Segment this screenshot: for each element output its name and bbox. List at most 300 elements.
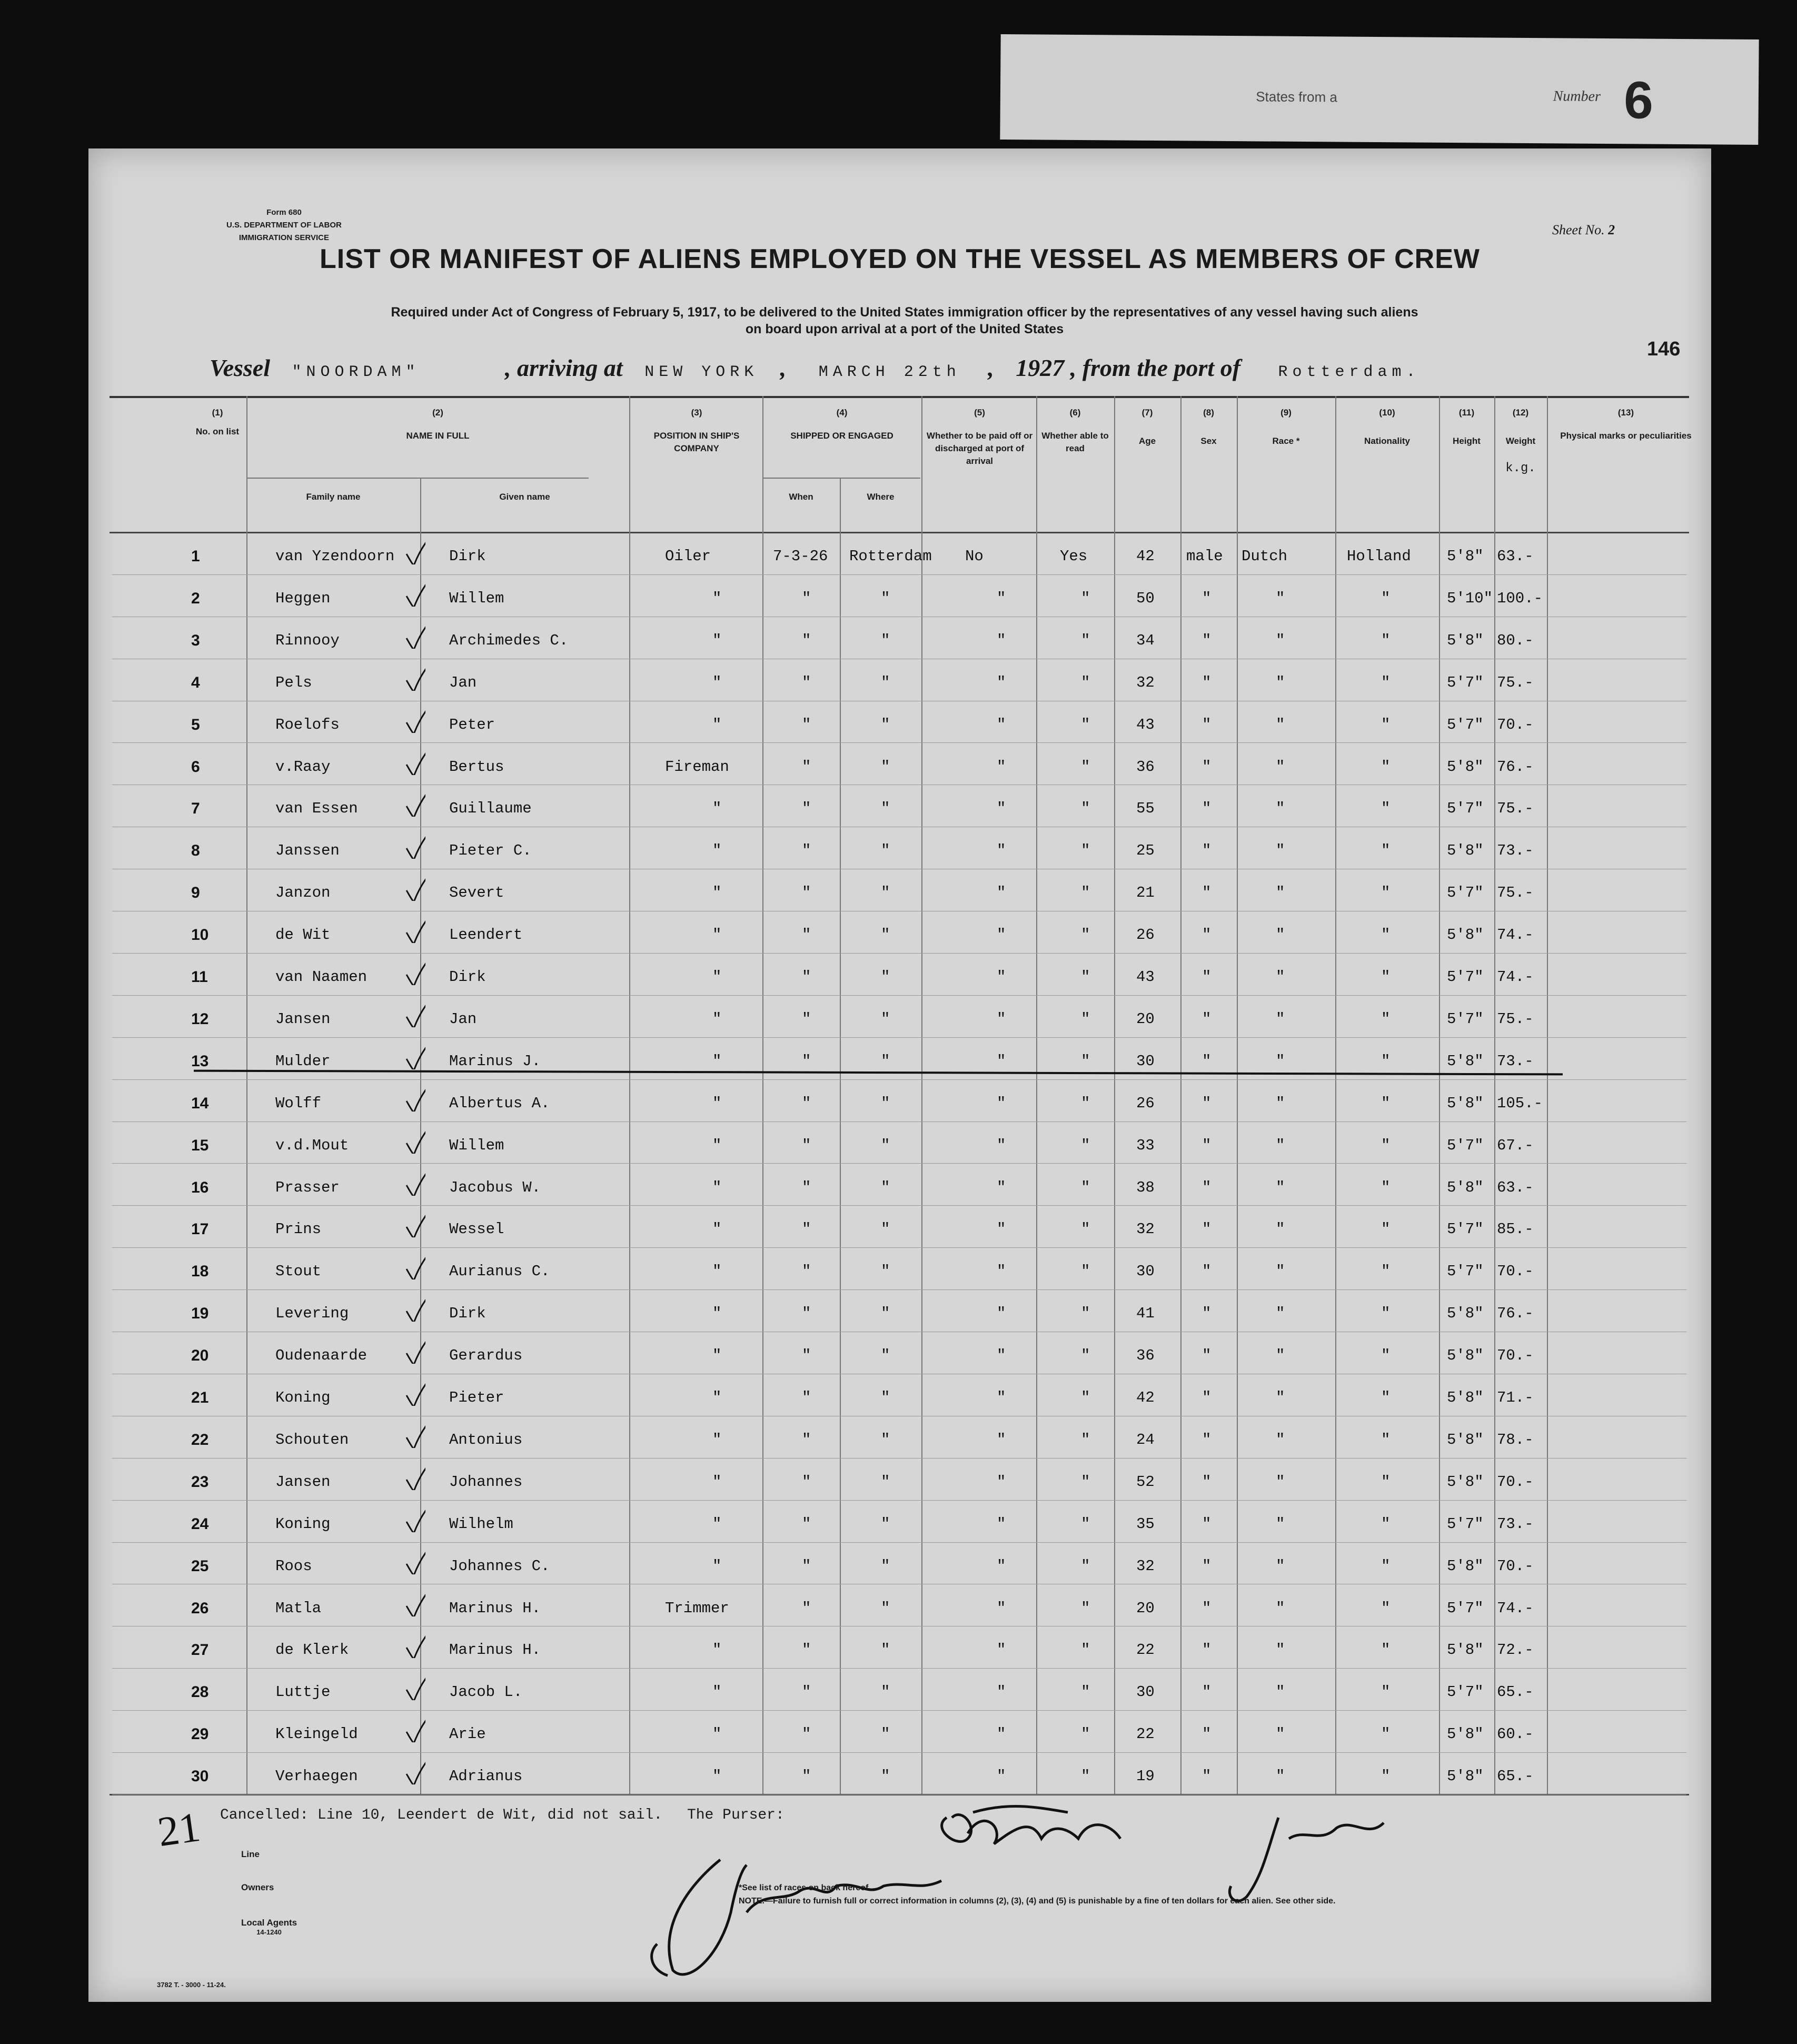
cell-shipped-when: " — [802, 1052, 811, 1070]
back-sheet-fragment: States from a — [1256, 88, 1338, 105]
cell-row-number: 6 — [191, 758, 200, 776]
cell-nationality: " — [1381, 968, 1391, 986]
cell-sex: " — [1202, 1347, 1212, 1365]
cell-age: 50 — [1136, 589, 1155, 607]
cell-row-number: 12 — [191, 1010, 209, 1028]
cell-shipped-where: " — [881, 1641, 890, 1659]
cell-weight: 72.- — [1497, 1641, 1534, 1659]
cell-family-name: de Klerk — [275, 1641, 349, 1659]
cell-height: 5'8" — [1447, 1052, 1484, 1070]
cell-position: " — [712, 800, 722, 818]
cell-family-name: Jansen — [275, 1473, 331, 1491]
cell-able-to-read: " — [1081, 631, 1090, 649]
check-mark-icon — [404, 1295, 425, 1322]
row-rule — [112, 1794, 1686, 1795]
cell-position: " — [712, 968, 722, 986]
table-row — [112, 1711, 1686, 1753]
cell-paid-off: " — [997, 1305, 1006, 1323]
cell-given-name: Johannes — [449, 1473, 523, 1491]
cell-given-name: Archimedes C. — [449, 631, 569, 649]
cell-shipped-when: " — [802, 1347, 811, 1365]
col-header-where: Where — [867, 492, 895, 502]
cell-sex: " — [1202, 673, 1212, 691]
cell-weight: 70.- — [1497, 1263, 1534, 1281]
cell-able-to-read: " — [1081, 1263, 1090, 1281]
cell-position: " — [712, 1052, 722, 1070]
note-text: —Failure to furnish full or correct information in columns (2), (3), (4) and (5) is punishable by a fine of ten dollars for each alien. See other side. — [764, 1897, 1336, 1906]
table-row — [112, 1332, 1686, 1374]
cell-paid-off: " — [997, 884, 1006, 902]
cell-sex: " — [1202, 884, 1212, 902]
check-mark-icon — [404, 707, 425, 733]
cell-height: 5'7" — [1447, 1515, 1484, 1533]
col-header-sex: (8) Sex — [1200, 408, 1217, 446]
cell-weight: 76.- — [1497, 758, 1534, 776]
cell-weight: 78.- — [1497, 1431, 1534, 1448]
cell-position: Oiler — [665, 548, 711, 565]
purser-label: The Purser: — [687, 1807, 785, 1823]
cell-able-to-read: " — [1081, 1010, 1090, 1028]
check-mark-icon — [404, 1674, 425, 1700]
cell-family-name: Kleingeld — [275, 1725, 358, 1743]
cell-row-number: 1 — [191, 548, 200, 565]
table-row — [112, 659, 1686, 701]
cell-height: 5'8" — [1447, 842, 1484, 860]
cell-paid-off: " — [997, 716, 1006, 733]
cell-height: 5'8" — [1447, 1347, 1484, 1365]
cell-height: 5'8" — [1447, 1094, 1484, 1112]
cell-able-to-read: " — [1081, 1557, 1090, 1575]
cell-race: " — [1276, 1221, 1285, 1238]
cell-race: Dutch — [1242, 548, 1288, 565]
cell-position: " — [712, 1641, 722, 1659]
cell-row-number: 16 — [191, 1178, 209, 1196]
cell-sex: " — [1202, 800, 1212, 818]
vessel-line: Vessel "NOORDAM" , arriving at NEW YORK , MARCH 22th , 1927 , from the port of Rotterdam. — [210, 354, 1421, 381]
cell-family-name: van Yzendoorn — [275, 548, 395, 565]
cell-given-name: Peter — [449, 716, 495, 733]
cell-given-name: Marinus J. — [449, 1052, 541, 1070]
form-number: Form 680 — [266, 208, 302, 217]
table-row — [112, 1501, 1686, 1543]
cell-weight: 75.- — [1497, 673, 1534, 691]
table-row — [112, 743, 1686, 786]
cell-weight: 100.- — [1497, 589, 1543, 607]
cell-able-to-read: " — [1081, 1136, 1090, 1154]
check-mark-icon — [404, 538, 425, 564]
cell-row-number: 19 — [191, 1305, 209, 1323]
cell-able-to-read: " — [1081, 1599, 1090, 1617]
cell-height: 5'10" — [1447, 589, 1493, 607]
cell-family-name: Schouten — [275, 1431, 349, 1448]
cell-race: " — [1276, 1599, 1285, 1617]
cell-shipped-when: " — [802, 1389, 811, 1406]
cell-row-number: 23 — [191, 1473, 209, 1491]
table-row — [112, 1206, 1686, 1248]
cell-age: 43 — [1136, 716, 1155, 733]
cell-family-name: Prins — [275, 1221, 322, 1238]
cell-position: " — [712, 1725, 722, 1743]
cell-position: " — [712, 842, 722, 860]
cell-able-to-read: " — [1081, 1052, 1090, 1070]
col-header-when: When — [789, 492, 813, 502]
cell-nationality: " — [1381, 1094, 1391, 1112]
cell-shipped-when: " — [802, 1557, 811, 1575]
cell-able-to-read: " — [1081, 673, 1090, 691]
cell-sex: " — [1202, 1683, 1212, 1701]
check-mark-icon — [404, 1169, 425, 1196]
cell-shipped-where: " — [881, 1768, 890, 1785]
cell-sex: " — [1202, 1431, 1212, 1448]
cell-able-to-read: " — [1081, 1221, 1090, 1238]
cell-shipped-where: " — [881, 800, 890, 818]
check-mark-icon — [404, 875, 425, 901]
cell-nationality: " — [1381, 1515, 1391, 1533]
col-header-name: (2) NAME IN FULL — [406, 408, 470, 441]
check-mark-icon — [404, 1043, 425, 1069]
cell-nationality: " — [1381, 1473, 1391, 1491]
cell-position: " — [712, 1136, 722, 1154]
cell-given-name: Arie — [449, 1725, 486, 1743]
table-row — [112, 1248, 1686, 1290]
table-row — [112, 533, 1686, 575]
cell-nationality: " — [1381, 1599, 1391, 1617]
cell-row-number: 27 — [191, 1641, 209, 1659]
table-row — [112, 1080, 1686, 1122]
col-header-given: Given name — [499, 492, 550, 502]
cell-sex: " — [1202, 926, 1212, 944]
cell-shipped-when: " — [802, 589, 811, 607]
cell-race: " — [1276, 842, 1285, 860]
cell-given-name: Severt — [449, 884, 504, 902]
cell-paid-off: " — [997, 1389, 1006, 1406]
cell-row-number: 25 — [191, 1557, 209, 1575]
manifest-sheet — [88, 148, 1711, 2002]
check-mark-icon — [404, 622, 425, 649]
cell-nationality: " — [1381, 800, 1391, 818]
cell-sex: " — [1202, 1473, 1212, 1491]
cell-height: 5'7" — [1447, 1221, 1484, 1238]
cell-shipped-where: " — [881, 631, 890, 649]
cell-height: 5'8" — [1447, 1473, 1484, 1491]
table-row — [112, 1164, 1686, 1206]
cell-able-to-read: Yes — [1060, 548, 1088, 565]
cell-race: " — [1276, 1178, 1285, 1196]
cell-height: 5'8" — [1447, 548, 1484, 565]
cell-age: 20 — [1136, 1599, 1155, 1617]
table-row — [112, 869, 1686, 911]
cell-nationality: " — [1381, 1136, 1391, 1154]
cell-family-name: Matla — [275, 1599, 322, 1617]
cell-row-number: 20 — [191, 1347, 209, 1365]
cell-shipped-when: " — [802, 926, 811, 944]
cell-sex: " — [1202, 1768, 1212, 1785]
cell-row-number: 29 — [191, 1725, 209, 1743]
cell-shipped-where: " — [881, 968, 890, 986]
cell-nationality: " — [1381, 1641, 1391, 1659]
cell-position: " — [712, 1515, 722, 1533]
cell-nationality: " — [1381, 631, 1391, 649]
cell-given-name: Jacobus W. — [449, 1178, 541, 1196]
table-row — [112, 1585, 1686, 1627]
cell-shipped-when: " — [802, 1094, 811, 1112]
cell-age: 25 — [1136, 842, 1155, 860]
cell-age: 20 — [1136, 1010, 1155, 1028]
cell-paid-off: " — [997, 1094, 1006, 1112]
cell-given-name: Wilhelm — [449, 1515, 513, 1533]
back-sheet-number-label: Number — [1553, 88, 1601, 105]
cell-race: " — [1276, 1305, 1285, 1323]
cell-paid-off: " — [997, 1641, 1006, 1659]
cell-sex: " — [1202, 1515, 1212, 1533]
department: U.S. DEPARTMENT OF LABOR — [226, 221, 342, 230]
cell-shipped-when: " — [802, 1263, 811, 1281]
cell-position: " — [712, 1263, 722, 1281]
cell-row-number: 4 — [191, 673, 200, 691]
vessel-name: "NOORDAM" — [292, 363, 420, 381]
check-mark-icon — [404, 832, 425, 859]
table-row — [112, 1458, 1686, 1501]
cell-age: 30 — [1136, 1683, 1155, 1701]
cell-able-to-read: " — [1081, 589, 1090, 607]
check-mark-icon — [404, 749, 425, 775]
cell-able-to-read: " — [1081, 1768, 1090, 1785]
check-mark-icon — [404, 664, 425, 691]
cell-weight: 60.- — [1497, 1725, 1534, 1743]
cell-height: 5'8" — [1447, 758, 1484, 776]
col-header-family: Family name — [306, 492, 361, 502]
cell-height: 5'8" — [1447, 1389, 1484, 1406]
cell-nationality: " — [1381, 589, 1391, 607]
cell-shipped-when: " — [802, 673, 811, 691]
cell-position: " — [712, 631, 722, 649]
cell-sex: " — [1202, 968, 1212, 986]
cell-weight: 73.- — [1497, 1515, 1534, 1533]
cell-shipped-when: " — [802, 1010, 811, 1028]
check-mark-icon — [404, 1085, 425, 1112]
cell-row-number: 17 — [191, 1221, 209, 1238]
col-header-no: (1) No. on list — [195, 408, 240, 436]
cell-able-to-read: " — [1081, 884, 1090, 902]
cell-able-to-read: " — [1081, 1431, 1090, 1448]
cell-family-name: v.d.Mout — [275, 1136, 349, 1154]
from-label: , from the port of — [1070, 354, 1241, 381]
cell-shipped-where: " — [881, 926, 890, 944]
cell-row-number: 10 — [191, 926, 209, 944]
cell-sex: " — [1202, 1389, 1212, 1406]
cell-shipped-where: " — [881, 1178, 890, 1196]
back-sheet-number: 6 — [1623, 71, 1654, 130]
cell-able-to-read: " — [1081, 1641, 1090, 1659]
cell-family-name: Janzon — [275, 884, 331, 902]
cell-given-name: Wessel — [449, 1221, 504, 1238]
cell-shipped-when: " — [802, 1515, 811, 1533]
cell-race: " — [1276, 1641, 1285, 1659]
cell-age: 19 — [1136, 1768, 1155, 1785]
cell-shipped-when: " — [802, 1305, 811, 1323]
cell-weight: 75.- — [1497, 1010, 1534, 1028]
cell-race: " — [1276, 1725, 1285, 1743]
cell-position: " — [712, 1094, 722, 1112]
cell-position: " — [712, 1178, 722, 1196]
cell-age: 41 — [1136, 1305, 1155, 1323]
cell-family-name: Roelofs — [275, 716, 340, 733]
cell-family-name: Heggen — [275, 589, 331, 607]
cell-row-number: 2 — [191, 589, 200, 607]
cell-paid-off: " — [997, 1473, 1006, 1491]
subtitle-line-2: on board upon arrival at a port of the United States — [745, 322, 1064, 336]
check-mark-icon — [404, 1464, 425, 1490]
cell-nationality: " — [1381, 1263, 1391, 1281]
cell-row-number: 11 — [191, 968, 208, 986]
cell-paid-off: " — [997, 589, 1006, 607]
cell-nationality: " — [1381, 1389, 1391, 1406]
cell-shipped-where: " — [881, 1389, 890, 1406]
cell-shipped-where: " — [881, 1515, 890, 1533]
cell-age: 38 — [1136, 1178, 1155, 1196]
cell-height: 5'8" — [1447, 1178, 1484, 1196]
cell-sex: " — [1202, 1557, 1212, 1575]
cell-position: " — [712, 884, 722, 902]
cell-weight: 74.- — [1497, 968, 1534, 986]
check-mark-icon — [404, 1548, 425, 1574]
cell-family-name: Koning — [275, 1389, 331, 1406]
cell-sex: " — [1202, 1641, 1212, 1659]
cell-shipped-where: " — [881, 1094, 890, 1112]
cell-height: 5'7" — [1447, 1599, 1484, 1617]
cell-nationality: " — [1381, 1431, 1391, 1448]
table-row — [112, 1669, 1686, 1711]
table-row — [112, 575, 1686, 617]
cell-family-name: Prasser — [275, 1178, 340, 1196]
cell-race: " — [1276, 1683, 1285, 1701]
cell-age: 22 — [1136, 1641, 1155, 1659]
cell-weight: 80.- — [1497, 631, 1534, 649]
cell-position: " — [712, 673, 722, 691]
cell-able-to-read: " — [1081, 800, 1090, 818]
cell-paid-off: " — [997, 1683, 1006, 1701]
table-top-rule — [110, 396, 1689, 398]
table-row — [112, 1374, 1686, 1416]
cell-shipped-where: " — [881, 1683, 890, 1701]
cell-nationality: Holland — [1347, 548, 1411, 565]
cell-age: 30 — [1136, 1263, 1155, 1281]
cell-weight: 74.- — [1497, 926, 1534, 944]
cell-able-to-read: " — [1081, 926, 1090, 944]
cell-row-number: 14 — [191, 1094, 209, 1112]
back-sheet — [1000, 34, 1759, 145]
cell-position: " — [712, 1389, 722, 1406]
cell-paid-off: " — [997, 926, 1006, 944]
cell-able-to-read: " — [1081, 716, 1090, 733]
cell-weight: 76.- — [1497, 1305, 1534, 1323]
cell-paid-off: No — [965, 548, 984, 565]
cell-sex: " — [1202, 758, 1212, 776]
cell-row-number: 9 — [191, 884, 200, 902]
cell-row-number: 15 — [191, 1136, 209, 1154]
cell-row-number: 7 — [191, 800, 200, 818]
check-mark-icon — [404, 1001, 425, 1027]
table-row — [112, 996, 1686, 1038]
cell-age: 42 — [1136, 1389, 1155, 1406]
cell-paid-off: " — [997, 1768, 1006, 1785]
page-title: LIST OR MANIFEST OF ALIENS EMPLOYED ON THE VESSEL AS MEMBERS OF CREW — [320, 244, 1480, 274]
cell-age: 36 — [1136, 1347, 1155, 1365]
cell-given-name: Antonius — [449, 1431, 523, 1448]
cell-shipped-where: " — [881, 1010, 890, 1028]
cell-race: " — [1276, 800, 1285, 818]
cell-age: 42 — [1136, 548, 1155, 565]
cell-paid-off: " — [997, 842, 1006, 860]
cell-race: " — [1276, 1347, 1285, 1365]
cell-given-name: Marinus H. — [449, 1599, 541, 1617]
cell-weight: 75.- — [1497, 884, 1534, 902]
cell-given-name: Albertus A. — [449, 1094, 550, 1112]
col-header-weight: (12) Weight k.g. — [1505, 408, 1536, 475]
cell-given-name: Guillaume — [449, 800, 532, 818]
col-header-height: (11) Height — [1453, 408, 1481, 446]
cell-age: 32 — [1136, 1557, 1155, 1575]
check-mark-icon — [404, 1716, 425, 1742]
cell-given-name: Bertus — [449, 758, 504, 776]
cell-race: " — [1276, 1136, 1285, 1154]
cell-position: " — [712, 926, 722, 944]
check-mark-icon — [404, 1590, 425, 1616]
table-row — [112, 827, 1686, 869]
cell-age: 21 — [1136, 884, 1155, 902]
cell-sex: " — [1202, 1136, 1212, 1154]
cell-height: 5'7" — [1447, 1263, 1484, 1281]
cell-height: 5'8" — [1447, 1305, 1484, 1323]
check-mark-icon — [404, 1422, 425, 1448]
cell-family-name: van Essen — [275, 800, 358, 818]
cell-shipped-when: " — [802, 1473, 811, 1491]
cell-position: " — [712, 716, 722, 733]
arriving-label: , arriving at — [505, 354, 623, 381]
cell-family-name: van Naamen — [275, 968, 368, 986]
cell-weight: 75.- — [1497, 800, 1534, 818]
cell-position: Trimmer — [665, 1599, 729, 1617]
cell-sex: " — [1202, 1263, 1212, 1281]
cell-shipped-where: " — [881, 1431, 890, 1448]
sheet-no-value: 2 — [1608, 222, 1615, 237]
table-row — [112, 1626, 1686, 1669]
cell-nationality: " — [1381, 842, 1391, 860]
cell-height: 5'7" — [1447, 884, 1484, 902]
from-port: Rotterdam. — [1278, 363, 1421, 381]
cell-given-name: Johannes C. — [449, 1557, 550, 1575]
col-header-age: (7) Age — [1138, 408, 1156, 446]
cell-able-to-read: " — [1081, 1389, 1090, 1406]
cell-given-name: Willem — [449, 1136, 504, 1154]
check-mark-icon — [404, 1337, 425, 1364]
cell-age: 32 — [1136, 673, 1155, 691]
cell-age: 34 — [1136, 631, 1155, 649]
cell-shipped-when: " — [802, 800, 811, 818]
cell-weight: 67.- — [1497, 1136, 1534, 1154]
cell-family-name: Pels — [275, 673, 312, 691]
cell-shipped-where: " — [881, 1052, 890, 1070]
cell-race: " — [1276, 926, 1285, 944]
cell-shipped-when: " — [802, 1136, 811, 1154]
cell-sex: " — [1202, 1221, 1212, 1238]
cell-shipped-where: " — [881, 1599, 890, 1617]
cell-able-to-read: " — [1081, 1305, 1090, 1323]
cell-height: 5'7" — [1447, 1683, 1484, 1701]
cell-shipped-where: " — [881, 1473, 890, 1491]
cell-race: " — [1276, 1473, 1285, 1491]
col-header-read: (6) Whether able to read — [1041, 408, 1109, 453]
